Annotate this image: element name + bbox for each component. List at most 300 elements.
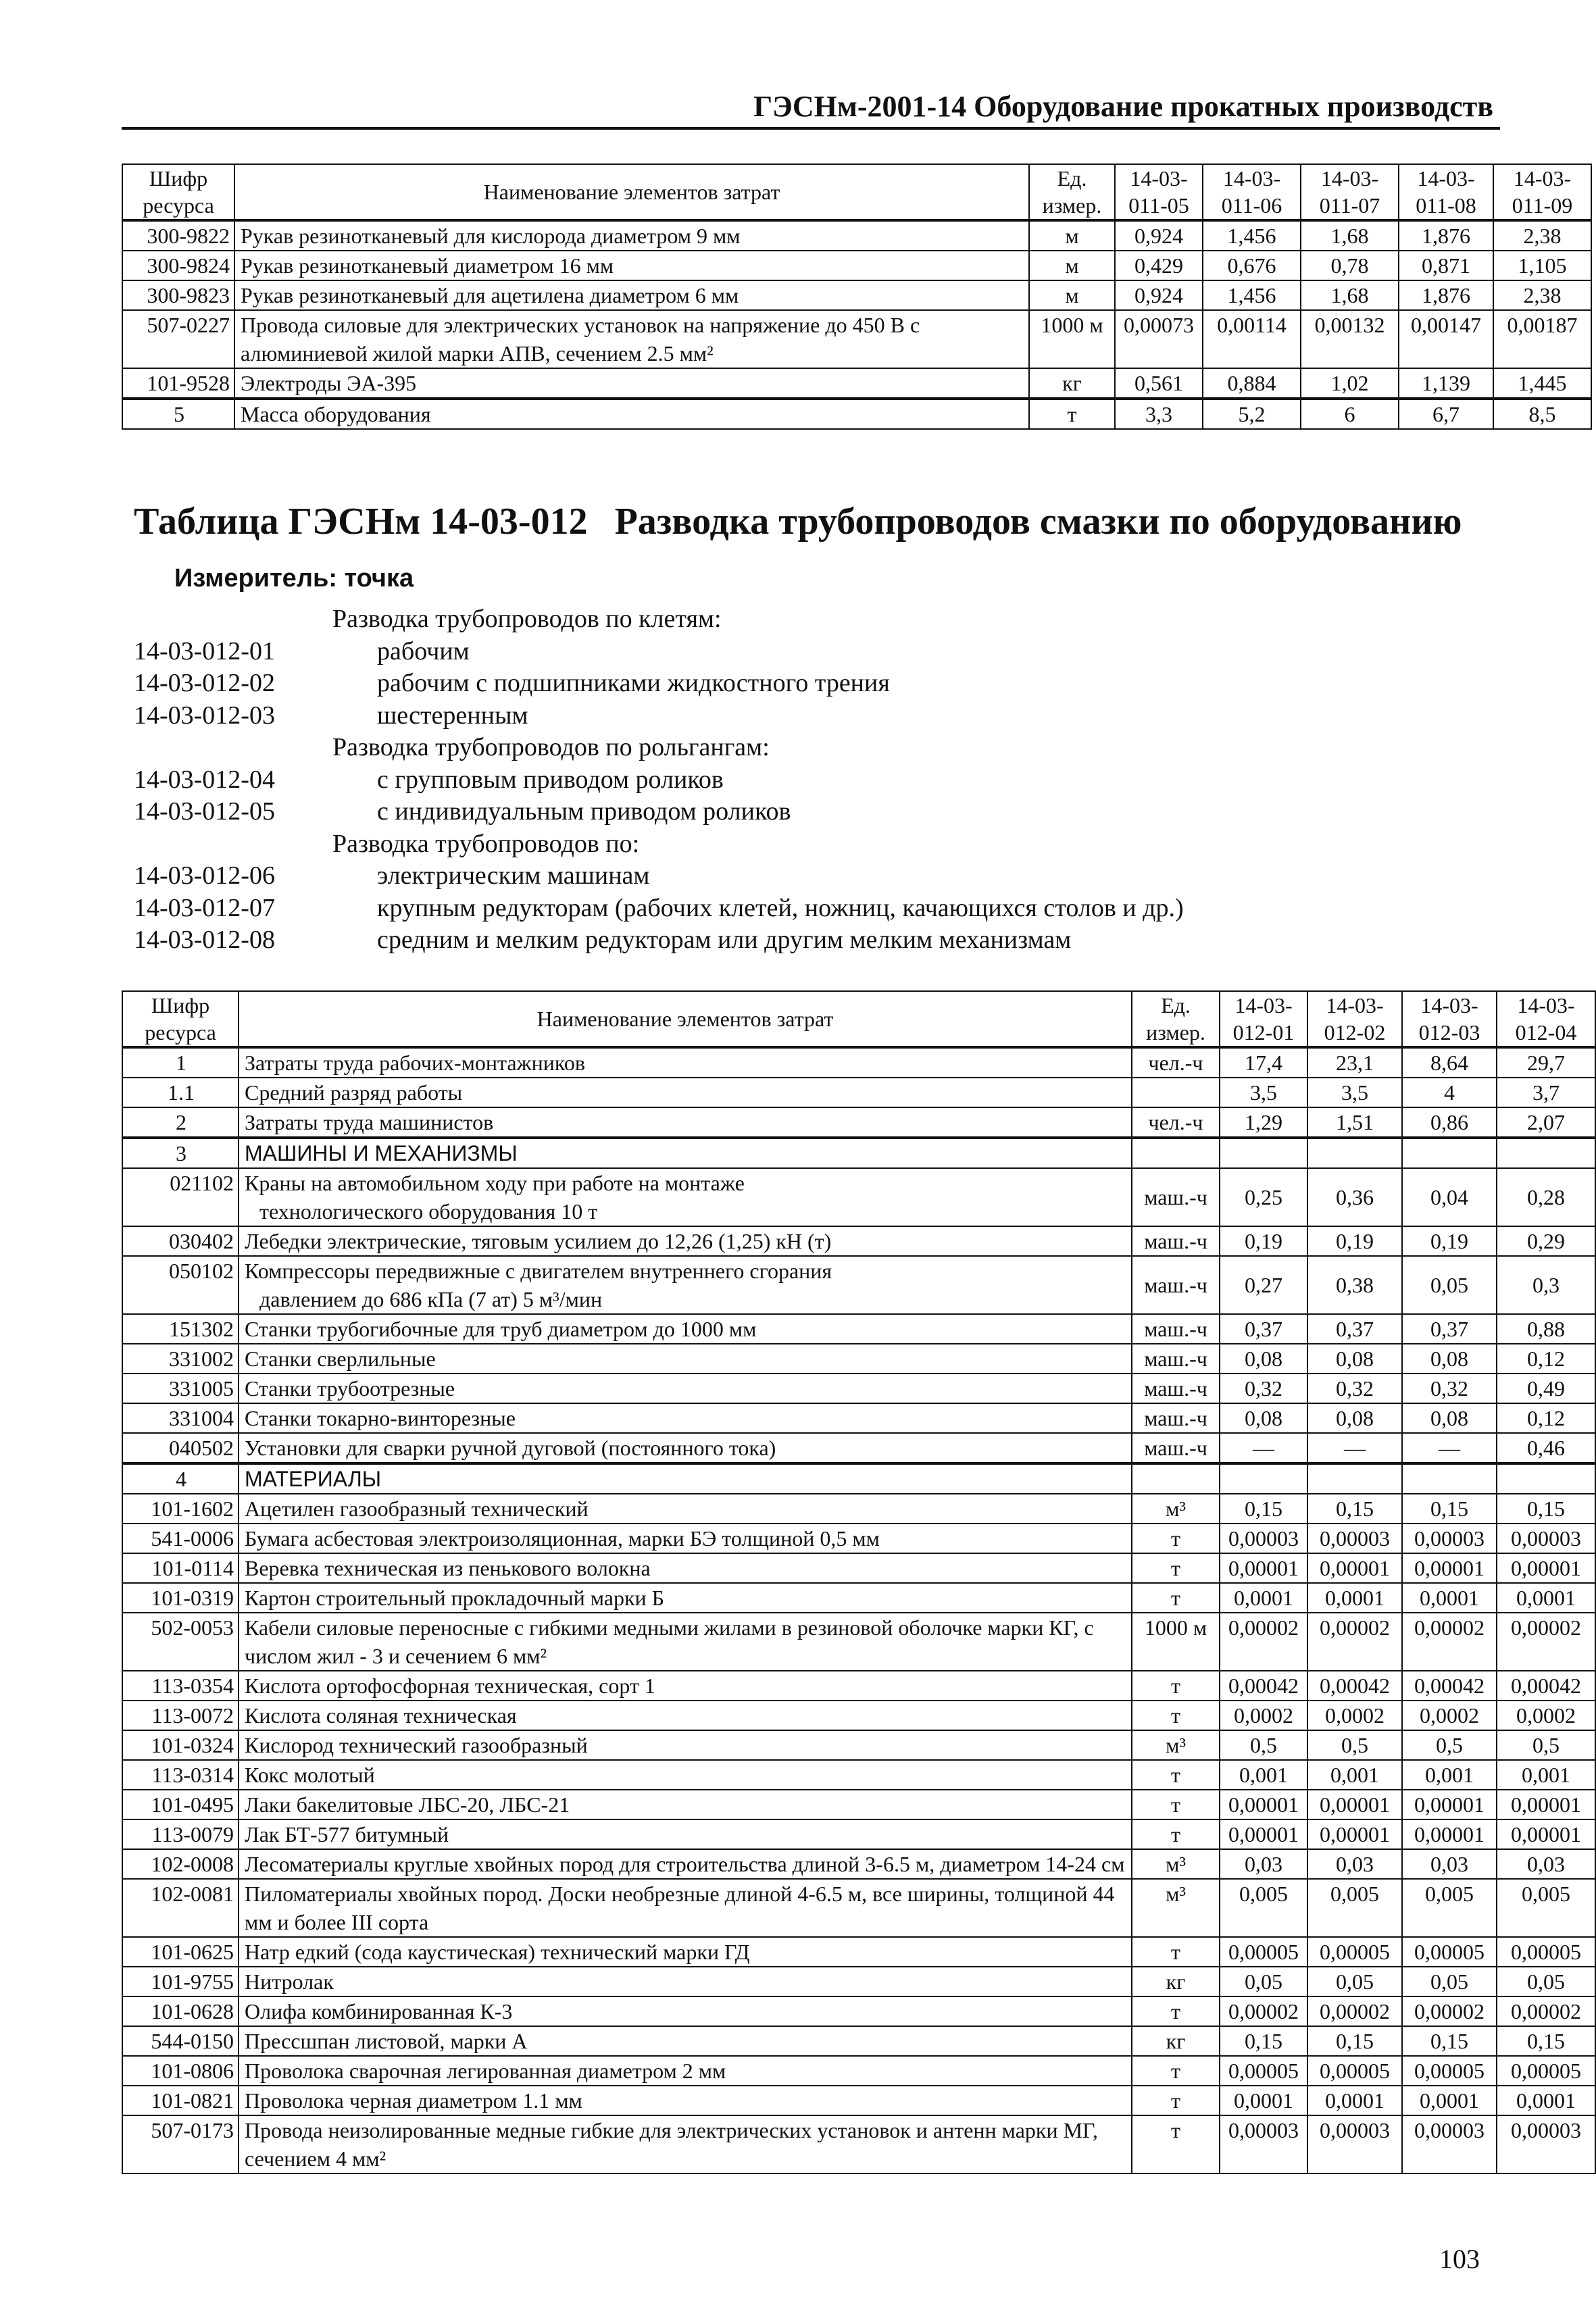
name-line: Проволока черная диаметром 1.1 мм xyxy=(245,2088,582,2113)
value-cell: 0,00002 xyxy=(1220,1996,1307,2026)
value-cell: 0,00002 xyxy=(1402,1613,1497,1671)
resource-code: 101-0628 xyxy=(122,1996,239,2026)
value-cell: 0,0002 xyxy=(1402,1701,1497,1730)
norm-text: с индивидуальным приводом роликов xyxy=(377,797,791,826)
name-line: Проволока сварочная легированная диаметром 2 мм xyxy=(245,2059,726,2083)
table-row xyxy=(122,1226,1595,1256)
header-cell: Шифр ресурса xyxy=(122,164,234,220)
value-cell: 0,00002 xyxy=(1307,1613,1402,1671)
value-cell: 0,00003 xyxy=(1497,2115,1595,2173)
cost-element-name xyxy=(239,1344,1132,1374)
header-cell: 14-03-011-07 xyxy=(1301,164,1399,220)
value-cell: 0,884 xyxy=(1203,368,1301,399)
table-header-row xyxy=(122,164,1591,220)
value-cell xyxy=(1307,1463,1402,1494)
norm-text: шестеренным xyxy=(377,701,528,730)
cost-element-name: Рукав резинотканевый для ацетилена диаметром 6 мм xyxy=(234,280,1029,310)
resource-code: 102-0008 xyxy=(122,1849,239,1879)
value-cell: 0,32 xyxy=(1307,1374,1402,1403)
unit-cell: кг xyxy=(1132,1967,1220,1996)
value-cell: 0,04 xyxy=(1402,1168,1497,1226)
value-cell: 0,78 xyxy=(1301,251,1399,280)
value-cell: 0,00005 xyxy=(1307,1937,1402,1967)
value-cell: 0,36 xyxy=(1307,1168,1402,1226)
resource-code: 101-0114 xyxy=(122,1553,239,1583)
value-cell: 4 xyxy=(1402,1078,1497,1107)
table-row xyxy=(122,1374,1595,1403)
header-cell: Ед. измер. xyxy=(1029,164,1115,220)
value-cell: 1,876 xyxy=(1399,220,1493,251)
table-row xyxy=(122,1078,1595,1107)
value-cell: 0,00001 xyxy=(1220,1553,1307,1583)
value-cell: 0,5 xyxy=(1307,1730,1402,1760)
table-row xyxy=(122,1256,1595,1314)
header-cell: 14-03-011-09 xyxy=(1493,164,1591,220)
cost-element-name xyxy=(239,1967,1132,1996)
name-line: Олифа комбинированная К-3 xyxy=(245,1999,513,2023)
value-cell: 29,7 xyxy=(1497,1047,1595,1078)
value-cell: 0,00005 xyxy=(1220,1937,1307,1967)
value-cell: 0,88 xyxy=(1497,1314,1595,1344)
value-cell: 0,00132 xyxy=(1301,310,1399,368)
value-cell: 0,00042 xyxy=(1307,1671,1402,1701)
unit-cell: маш.-ч xyxy=(1132,1314,1220,1344)
table-row xyxy=(122,1701,1595,1730)
value-cell: 0,5 xyxy=(1402,1730,1497,1760)
section-row xyxy=(122,1138,1595,1168)
value-cell: 0,00002 xyxy=(1497,1996,1595,2026)
value-cell: 0,37 xyxy=(1402,1314,1497,1344)
resource-code: 101-0324 xyxy=(122,1730,239,1760)
norm-item xyxy=(134,892,1418,925)
value-cell: 5,2 xyxy=(1203,399,1301,429)
value-cell: 0,001 xyxy=(1497,1760,1595,1790)
measure-unit: Измеритель: точка xyxy=(174,564,414,593)
value-cell: 23,1 xyxy=(1307,1047,1402,1078)
table-row xyxy=(122,1790,1595,1819)
resource-code: 101-9528 xyxy=(122,368,234,399)
value-cell: 0,676 xyxy=(1203,251,1301,280)
table-row xyxy=(122,1494,1595,1524)
value-cell: 6,7 xyxy=(1399,399,1493,429)
cost-element-name xyxy=(239,1701,1132,1730)
value-cell: 1,456 xyxy=(1203,220,1301,251)
norm-code: 14-03-012-02 xyxy=(134,669,275,697)
name-line-continued: давлением до 686 кПа (7 ат) 5 м³/мин xyxy=(259,1287,603,1311)
value-cell: 2,07 xyxy=(1497,1107,1595,1138)
cost-element-name xyxy=(239,1879,1132,1937)
unit-cell: кг xyxy=(1132,2026,1220,2056)
table-name: Разводка трубопроводов смазки по оборудованию xyxy=(614,501,1462,543)
value-cell: 1,68 xyxy=(1301,220,1399,251)
cost-element-name xyxy=(239,1403,1132,1433)
header-cell: 14-03-012-04 xyxy=(1497,991,1595,1047)
header-cell: Шифр ресурса xyxy=(122,991,239,1047)
value-cell: 0,00147 xyxy=(1399,310,1493,368)
table-row xyxy=(122,1433,1595,1463)
value-cell: 0,00003 xyxy=(1220,2115,1307,2173)
resource-code: 5 xyxy=(122,399,234,429)
value-cell: 0,03 xyxy=(1402,1849,1497,1879)
name-line: Нитролак xyxy=(245,1969,334,1994)
resource-code: 040502 xyxy=(122,1433,239,1463)
cost-element-name xyxy=(239,1730,1132,1760)
table-row xyxy=(122,1730,1595,1760)
unit-cell: 1000 м xyxy=(1132,1613,1220,1671)
value-cell: 0,12 xyxy=(1497,1344,1595,1374)
table-title xyxy=(134,500,1462,543)
table-row xyxy=(122,2115,1595,2173)
value-cell: 0,00001 xyxy=(1497,1553,1595,1583)
name-line: Средний разряд работы xyxy=(245,1080,463,1105)
unit-cell: м³ xyxy=(1132,1730,1220,1760)
value-cell: 3,3 xyxy=(1115,399,1203,429)
cost-element-name xyxy=(239,1760,1132,1790)
value-cell: 8,5 xyxy=(1493,399,1591,429)
section-heading xyxy=(239,1138,1132,1168)
resource-code: 507-0173 xyxy=(122,2115,239,2173)
value-cell: 2,38 xyxy=(1493,280,1591,310)
running-header: ГЭСНм-2001-14 Оборудование прокатных производств xyxy=(753,90,1493,123)
table-row xyxy=(122,368,1591,399)
resource-code: 101-9755 xyxy=(122,1967,239,1996)
value-cell: 0,00003 xyxy=(1497,1524,1595,1553)
value-cell: 0,08 xyxy=(1307,1344,1402,1374)
norm-code: 14-03-012-04 xyxy=(134,765,275,794)
table-row xyxy=(122,1583,1595,1613)
value-cell: 0,00114 xyxy=(1203,310,1301,368)
resource-code: 300-9824 xyxy=(122,251,234,280)
value-cell: 0,429 xyxy=(1115,251,1203,280)
cost-element-name xyxy=(239,1168,1132,1226)
norm-item xyxy=(134,796,1418,828)
norm-group-heading xyxy=(134,828,1418,861)
value-cell: 0,00001 xyxy=(1220,1819,1307,1849)
name-line: Кислород технический газообразный xyxy=(245,1733,588,1757)
name-line: Лебедки электрические, тяговым усилием до 12,26 (1,25) кН (т) xyxy=(245,1229,832,1253)
name-line: МАШИНЫ И МЕХАНИЗМЫ xyxy=(245,1141,518,1165)
norm-item xyxy=(134,636,1418,668)
resource-code: 544-0150 xyxy=(122,2026,239,2056)
section-heading xyxy=(239,1463,1132,1494)
cost-element-name: Масса оборудования xyxy=(234,399,1029,429)
unit-cell: кг xyxy=(1029,368,1115,399)
resource-code: 101-1602 xyxy=(122,1494,239,1524)
resource-code: 2 xyxy=(122,1107,239,1138)
norm-item xyxy=(134,764,1418,797)
value-cell: 0,05 xyxy=(1402,1967,1497,1996)
value-cell: 0,28 xyxy=(1497,1168,1595,1226)
cost-element-name xyxy=(239,1078,1132,1107)
value-cell: 0,00005 xyxy=(1220,2056,1307,2086)
norm-text: Разводка трубопроводов по клетям: xyxy=(332,605,722,633)
name-line: Компрессоры передвижные с двигателем внутреннего сгорания xyxy=(245,1259,832,1283)
norm-item xyxy=(134,668,1418,700)
value-cell: 0,37 xyxy=(1307,1314,1402,1344)
table-row xyxy=(122,2086,1595,2115)
value-cell: 0,15 xyxy=(1220,2026,1307,2056)
resource-code: 021102 xyxy=(122,1168,239,1226)
value-cell: 17,4 xyxy=(1220,1047,1307,1078)
value-cell: 0,00002 xyxy=(1497,1613,1595,1671)
value-cell: 0,12 xyxy=(1497,1403,1595,1433)
unit-cell: м xyxy=(1029,280,1115,310)
value-cell: 0,0001 xyxy=(1402,2086,1497,2115)
table-row xyxy=(122,1553,1595,1583)
norm-text: Разводка трубопроводов по рольгангам: xyxy=(332,733,770,761)
value-cell: 0,15 xyxy=(1497,1494,1595,1524)
unit-cell: маш.-ч xyxy=(1132,1256,1220,1314)
value-cell: 0,561 xyxy=(1115,368,1203,399)
value-cell xyxy=(1497,1138,1595,1168)
unit-cell: м³ xyxy=(1132,1879,1220,1937)
resource-table-011 xyxy=(122,164,1592,430)
resource-code: 300-9823 xyxy=(122,280,234,310)
value-cell: 0,00005 xyxy=(1497,1937,1595,1967)
value-cell: 0,00002 xyxy=(1220,1613,1307,1671)
resource-code: 151302 xyxy=(122,1314,239,1344)
header-cell: Ед. измер. xyxy=(1132,991,1220,1047)
value-cell: 0,32 xyxy=(1402,1374,1497,1403)
cost-element-name xyxy=(239,1996,1132,2026)
norm-text: Разводка трубопроводов по: xyxy=(332,829,640,858)
value-cell: 0,00001 xyxy=(1402,1553,1497,1583)
name-line: Кислота ортофосфорная техническая, сорт 1 xyxy=(245,1674,655,1698)
value-cell: 0,08 xyxy=(1220,1403,1307,1433)
value-cell: 0,00005 xyxy=(1402,2056,1497,2086)
cost-element-name xyxy=(239,1613,1132,1671)
value-cell: 0,08 xyxy=(1220,1344,1307,1374)
value-cell: 0,005 xyxy=(1402,1879,1497,1937)
unit-cell: 1000 м xyxy=(1029,310,1115,368)
value-cell: 0,005 xyxy=(1307,1879,1402,1937)
value-cell: 0,05 xyxy=(1402,1256,1497,1314)
name-line: Станки трубоотрезные xyxy=(245,1376,455,1401)
value-cell: 0,05 xyxy=(1497,1967,1595,1996)
value-cell: 0,15 xyxy=(1402,1494,1497,1524)
unit-cell: т xyxy=(1132,1553,1220,1583)
norm-list xyxy=(134,603,1418,957)
resource-code: 050102 xyxy=(122,1256,239,1314)
resource-code: 101-0319 xyxy=(122,1583,239,1613)
norm-group-heading xyxy=(134,732,1418,764)
table-row xyxy=(122,251,1591,280)
unit-cell xyxy=(1132,1078,1220,1107)
norm-text: с групповым приводом роликов xyxy=(377,765,724,794)
cost-element-name xyxy=(239,1047,1132,1078)
name-line: Установки для сварки ручной дуговой (постоянного тока) xyxy=(245,1436,776,1460)
resource-code: 101-0625 xyxy=(122,1937,239,1967)
table-row xyxy=(122,1760,1595,1790)
unit-cell: маш.-ч xyxy=(1132,1226,1220,1256)
table-row xyxy=(122,280,1591,310)
norm-group-heading xyxy=(134,603,1418,636)
value-cell: 0,25 xyxy=(1220,1168,1307,1226)
value-cell: 0,0001 xyxy=(1497,1583,1595,1613)
value-cell: 0,05 xyxy=(1220,1967,1307,1996)
table-row xyxy=(122,1314,1595,1344)
value-cell: 0,00001 xyxy=(1402,1819,1497,1849)
header-cell: 14-03-011-06 xyxy=(1203,164,1301,220)
unit-cell: м³ xyxy=(1132,1849,1220,1879)
value-cell: 0,37 xyxy=(1220,1314,1307,1344)
table-row xyxy=(122,1613,1595,1671)
value-cell: 0,005 xyxy=(1497,1879,1595,1937)
value-cell xyxy=(1497,1463,1595,1494)
value-cell: 0,15 xyxy=(1307,1494,1402,1524)
value-cell: 0,00001 xyxy=(1497,1790,1595,1819)
unit-cell: маш.-ч xyxy=(1132,1344,1220,1374)
resource-code: 101-0821 xyxy=(122,2086,239,2115)
cost-element-name xyxy=(239,1790,1132,1819)
value-cell: 0,00005 xyxy=(1307,2056,1402,2086)
value-cell: 0,00073 xyxy=(1115,310,1203,368)
value-cell: 0,0001 xyxy=(1402,1583,1497,1613)
unit-cell: маш.-ч xyxy=(1132,1168,1220,1226)
header-cell: 14-03-011-08 xyxy=(1399,164,1493,220)
value-cell: 8,64 xyxy=(1402,1047,1497,1078)
name-line: Кабели силовые переносные с гибкими медными жилами в резиновой оболочке марки КГ, с числом жил - 3 и сечением 6 мм² xyxy=(245,1615,1094,1668)
cost-element-name: Рукав резинотканевый диаметром 16 мм xyxy=(234,251,1029,280)
table-row xyxy=(122,1996,1595,2026)
resource-code: 113-0079 xyxy=(122,1819,239,1849)
value-cell xyxy=(1402,1463,1497,1494)
table-row xyxy=(122,2026,1595,2056)
value-cell: 1,105 xyxy=(1493,251,1591,280)
unit-cell: м xyxy=(1029,251,1115,280)
value-cell: 1,02 xyxy=(1301,368,1399,399)
name-line: МАТЕРИАЛЫ xyxy=(245,1467,382,1491)
value-cell: 0,00042 xyxy=(1497,1671,1595,1701)
name-line: Натр едкий (сода каустическая) технический марки ГД xyxy=(245,1940,750,1964)
value-cell xyxy=(1402,1138,1497,1168)
value-cell: 0,00005 xyxy=(1497,2056,1595,2086)
value-cell: 0,19 xyxy=(1402,1226,1497,1256)
value-cell: 0,49 xyxy=(1497,1374,1595,1403)
norm-item xyxy=(134,924,1418,957)
table-row xyxy=(122,1967,1595,1996)
value-cell: 0,00001 xyxy=(1307,1553,1402,1583)
value-cell: 0,08 xyxy=(1307,1403,1402,1433)
value-cell: 0,38 xyxy=(1307,1256,1402,1314)
unit-cell: т xyxy=(1132,1937,1220,1967)
value-cell: 0,001 xyxy=(1402,1760,1497,1790)
value-cell: 0,00003 xyxy=(1402,1524,1497,1553)
cost-element-name xyxy=(239,1849,1132,1879)
unit-cell xyxy=(1132,1138,1220,1168)
value-cell: 0,0001 xyxy=(1220,2086,1307,2115)
header-cell: Наименование элементов затрат xyxy=(234,164,1029,220)
table-row xyxy=(122,399,1591,429)
table-row xyxy=(122,1879,1595,1937)
value-cell: 0,00003 xyxy=(1307,2115,1402,2173)
unit-cell: т xyxy=(1132,1996,1220,2026)
value-cell: 0,27 xyxy=(1220,1256,1307,1314)
name-line: Кислота соляная техническая xyxy=(245,1703,517,1728)
table-row xyxy=(122,1671,1595,1701)
value-cell: 3,5 xyxy=(1220,1078,1307,1107)
name-line: Лак БТ-577 битумный xyxy=(245,1822,449,1846)
value-cell: 0,00042 xyxy=(1402,1671,1497,1701)
value-cell: 0,0002 xyxy=(1307,1701,1402,1730)
value-cell xyxy=(1307,1138,1402,1168)
value-cell: 0,46 xyxy=(1497,1433,1595,1463)
value-cell: 0,19 xyxy=(1307,1226,1402,1256)
name-line: Пиломатериалы хвойных пород. Доски необрезные длиной 4-6.5 м, все ширины, толщиной 44 мм и более III сорта xyxy=(245,1882,1115,1934)
name-line: Затраты труда рабочих-монтажников xyxy=(245,1051,585,1075)
value-cell: 0,0001 xyxy=(1307,2086,1402,2115)
unit-cell: т xyxy=(1132,1790,1220,1819)
norm-code: 14-03-012-05 xyxy=(134,797,275,826)
name-line: Станки трубогибочные для труб диаметром до 1000 мм xyxy=(245,1317,757,1341)
unit-cell: т xyxy=(1132,2056,1220,2086)
name-line: Провода неизолированные медные гибкие для электрических установок и антенн марки МГ, сечением 4 мм² xyxy=(245,2118,1098,2171)
unit-cell: маш.-ч xyxy=(1132,1374,1220,1403)
header-rule xyxy=(122,127,1500,130)
value-cell: 0,03 xyxy=(1497,1849,1595,1879)
cost-element-name xyxy=(239,2026,1132,2056)
value-cell: 3,7 xyxy=(1497,1078,1595,1107)
norm-code: 14-03-012-07 xyxy=(134,893,275,922)
value-cell xyxy=(1220,1463,1307,1494)
value-cell: 0,03 xyxy=(1220,1849,1307,1879)
unit-cell: т xyxy=(1132,1819,1220,1849)
value-cell: 0,00042 xyxy=(1220,1671,1307,1701)
unit-cell: т xyxy=(1132,1583,1220,1613)
header-cell: 14-03-012-01 xyxy=(1220,991,1307,1047)
resource-code: 4 xyxy=(122,1463,239,1494)
cost-element-name xyxy=(239,1107,1132,1138)
cost-element-name xyxy=(239,1524,1132,1553)
value-cell: — xyxy=(1307,1433,1402,1463)
value-cell: 1,29 xyxy=(1220,1107,1307,1138)
table-row xyxy=(122,1047,1595,1078)
value-cell: 0,3 xyxy=(1497,1256,1595,1314)
resource-code: 300-9822 xyxy=(122,220,234,251)
resource-code: 113-0314 xyxy=(122,1760,239,1790)
resource-code: 502-0053 xyxy=(122,1613,239,1671)
value-cell: 0,0001 xyxy=(1220,1583,1307,1613)
value-cell: 0,871 xyxy=(1399,251,1493,280)
cost-element-name xyxy=(239,2115,1132,2173)
cost-element-name xyxy=(239,1374,1132,1403)
resource-code: 113-0354 xyxy=(122,1671,239,1701)
norm-text: крупным редукторам (рабочих клетей, ножниц, качающихся столов и др.) xyxy=(377,893,1184,922)
header-cell: 14-03-012-02 xyxy=(1307,991,1402,1047)
table-row xyxy=(122,1819,1595,1849)
value-cell: 0,0001 xyxy=(1497,2086,1595,2115)
resource-code: 331005 xyxy=(122,1374,239,1403)
value-cell: — xyxy=(1402,1433,1497,1463)
value-cell: 0,32 xyxy=(1220,1374,1307,1403)
table-row xyxy=(122,1937,1595,1967)
unit-cell: т xyxy=(1132,2086,1220,2115)
cost-element-name xyxy=(239,1494,1132,1524)
unit-cell: маш.-ч xyxy=(1132,1433,1220,1463)
header-cell: 14-03-011-05 xyxy=(1115,164,1203,220)
table-row xyxy=(122,1168,1595,1226)
name-line: Лаки бакелитовые ЛБС-20, ЛБС-21 xyxy=(245,1792,570,1817)
value-cell: 1,876 xyxy=(1399,280,1493,310)
resource-code: 507-0227 xyxy=(122,310,234,368)
norm-code: 14-03-012-06 xyxy=(134,861,275,890)
value-cell: 0,00001 xyxy=(1220,1790,1307,1819)
norm-text: рабочим xyxy=(377,636,470,665)
resource-code: 1.1 xyxy=(122,1078,239,1107)
resource-code: 331002 xyxy=(122,1344,239,1374)
value-cell: 2,38 xyxy=(1493,220,1591,251)
value-cell: 0,00187 xyxy=(1493,310,1591,368)
